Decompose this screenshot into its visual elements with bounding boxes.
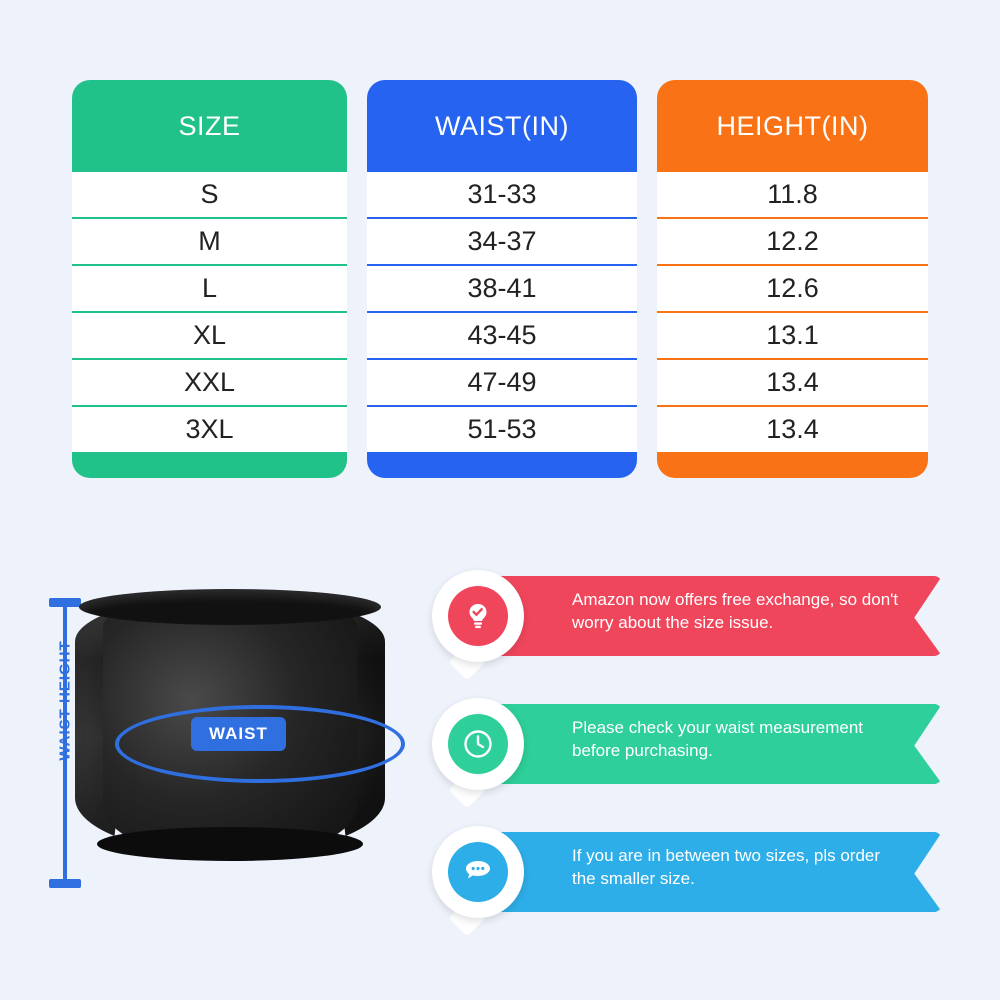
note-badge xyxy=(432,570,524,662)
note-text: If you are in between two sizes, pls order the smaller size. xyxy=(572,846,881,888)
table-cell: 13.1 xyxy=(657,313,928,358)
table-cell: 11.8 xyxy=(657,172,928,217)
table-cell: L xyxy=(72,266,347,311)
column-header-waist: WAIST(IN) xyxy=(435,110,569,141)
table-cell: 13.4 xyxy=(657,407,928,452)
table-cell: 13.4 xyxy=(657,360,928,405)
note-text: Amazon now offers free exchange, so don't worry about the size issue. xyxy=(572,590,899,632)
product-illustration xyxy=(20,560,440,980)
table-cell: 31-33 xyxy=(367,172,637,217)
clock-icon xyxy=(448,714,508,774)
table-cell: 12.6 xyxy=(657,266,928,311)
table-cell: 51-53 xyxy=(367,407,637,452)
table-cell: S xyxy=(72,172,347,217)
belt-top-edge xyxy=(79,589,381,625)
size-chart-table xyxy=(72,80,928,478)
notes-list xyxy=(432,560,977,980)
chat-bubble-icon xyxy=(448,842,508,902)
table-cell: 3XL xyxy=(72,407,347,452)
table-cell: 38-41 xyxy=(367,266,637,311)
lightbulb-check-icon xyxy=(448,586,508,646)
waist-label: WAIST xyxy=(191,717,286,751)
belt-bottom-edge xyxy=(97,827,363,861)
note-badge xyxy=(432,698,524,790)
table-cell: 47-49 xyxy=(367,360,637,405)
note-item xyxy=(432,570,942,662)
table-cell: XXL xyxy=(72,360,347,405)
column-header-size: SIZE xyxy=(178,110,241,141)
table-cell: 43-45 xyxy=(367,313,637,358)
note-badge xyxy=(432,826,524,918)
table-cell: M xyxy=(72,219,347,264)
height-column xyxy=(657,80,928,478)
waist-column xyxy=(367,80,637,478)
waist-height-label: WAIST HEIGHT xyxy=(56,640,74,761)
size-column xyxy=(72,80,347,478)
table-cell: 34-37 xyxy=(367,219,637,264)
note-item xyxy=(432,698,942,790)
table-cell: XL xyxy=(72,313,347,358)
table-cell: 12.2 xyxy=(657,219,928,264)
waist-trainer-belt xyxy=(75,595,385,885)
column-header-height: HEIGHT(IN) xyxy=(716,110,869,141)
note-item xyxy=(432,826,942,918)
note-text: Please check your waist measurement before purchasing. xyxy=(572,718,864,760)
